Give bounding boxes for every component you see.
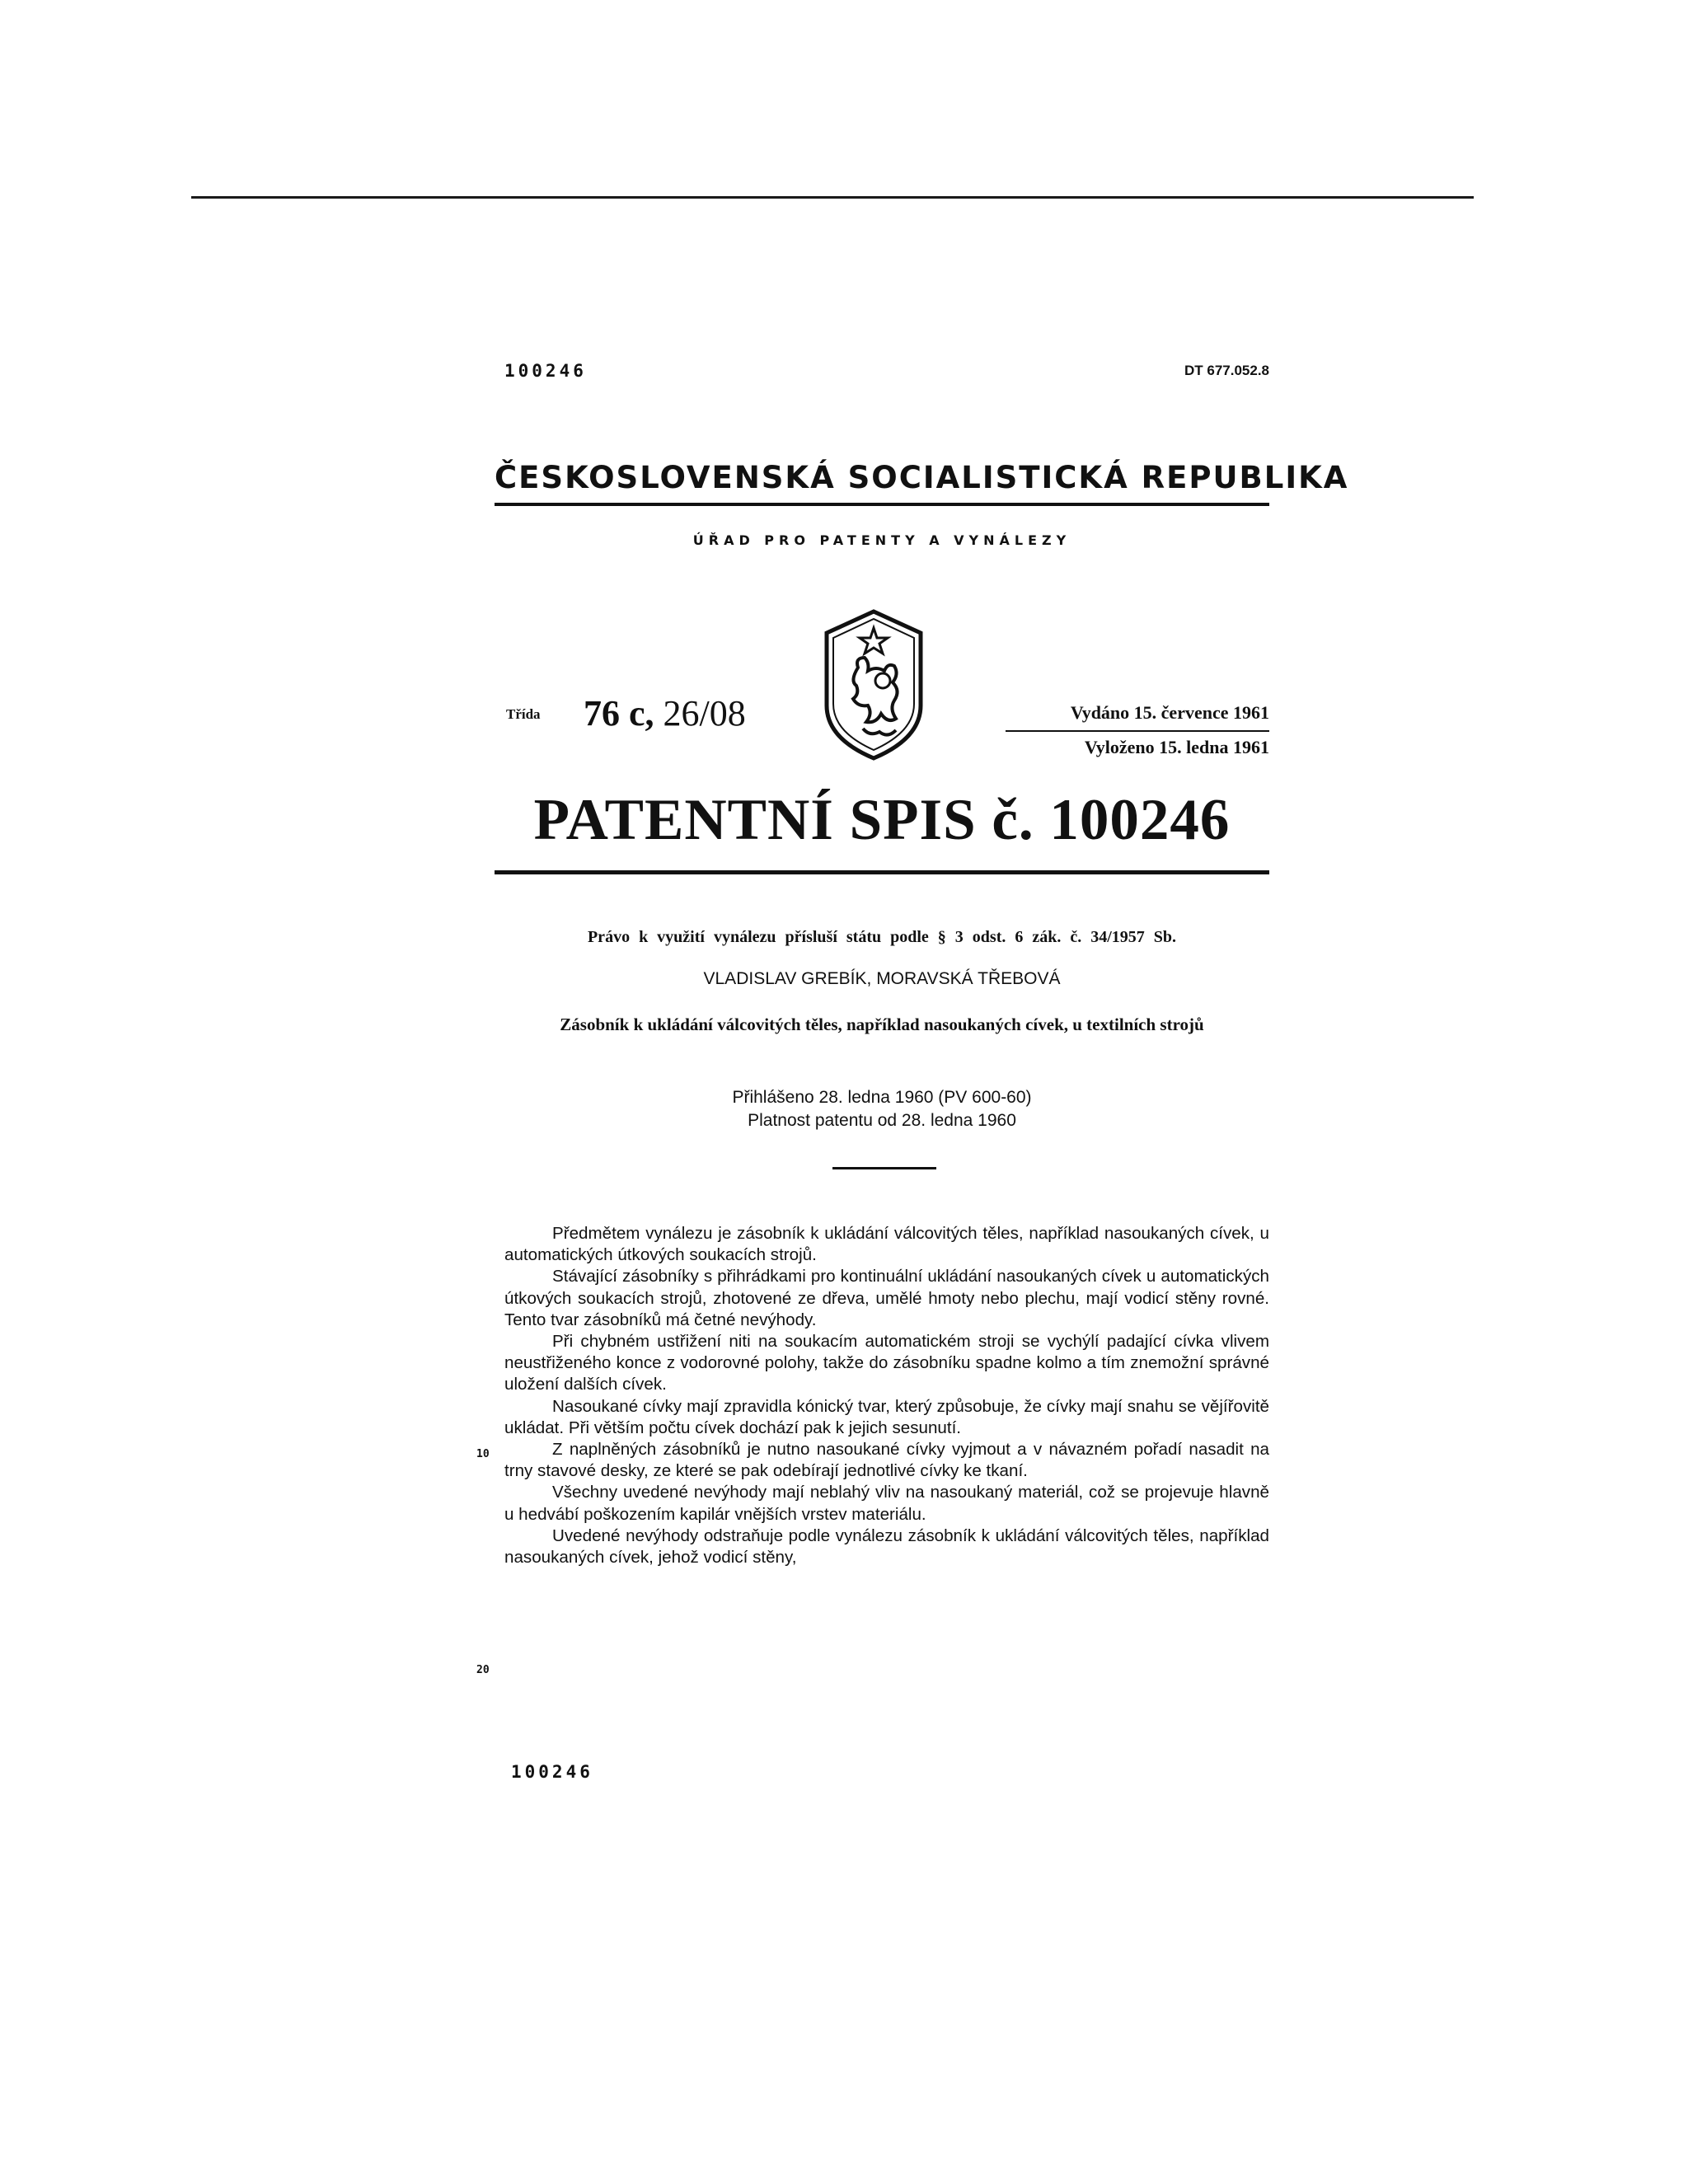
body-paragraph: Z naplněných zásobníků je nutno nasoukané cívky vyjmout a v návazném pořadí nasadit na trny stavové desky, ze které se pak odebírají jednotlivé cívky ke tkaní. [504,1440,1269,1481]
dates-rule [1006,730,1269,732]
footer-doc-number: 100246 [511,1762,593,1782]
validity-date: Platnost patentu od 28. ledna 1960 [748,1111,1016,1130]
inventor-name: VLADISLAV GREBÍK, MORAVSKÁ TŘEBOVÁ [703,969,1061,988]
body-paragraph: Při chybném ustřižení niti na soukacím automatickém stroji se vychýlí padající cívka vlivem neustřiženého konce z vodorovné polohy, takže do zásobníku spadne kolmo a tím znemožní správné uložení dalších cívek. [504,1332,1269,1394]
republic-heading: ČESKOSLOVENSKÁ SOCIALISTICKÁ REPUBLIKA [495,460,1349,495]
top-rule [191,196,1474,199]
rights-statement: Právo k využití vynálezu přísluší státu podle § 3 odst. 6 zák. č. 34/1957 Sb. [587,928,1177,946]
class-value-main: 76 c, [584,693,654,733]
invention-subject: Zásobník k ukládání válcovitých těles, například nasoukaných cívek, u textilních strojů [560,1015,1204,1034]
patent-title: PATENTNÍ SPIS č. 100246 [533,788,1231,852]
header-doc-number: 100246 [504,361,587,381]
filing-info [495,1086,1269,1132]
patent-page [476,346,1349,1813]
body-paragraph: Předmětem vynálezu je zásobník k ukládání válcovitých těles, například nasoukaných cívek, u automatických útkových soukacích strojů. [504,1224,1269,1265]
separator-rule [832,1167,936,1169]
filing-date: Přihlášeno 28. ledna 1960 (PV 600-60) [732,1088,1032,1107]
class-value-sub: 26/08 [654,693,746,733]
patent-body [476,1223,1269,1676]
class-label: Třída [506,706,541,722]
office-heading: ÚŘAD PRO PATENTY A VYNÁLEZY [692,532,1071,548]
class-value [584,692,746,734]
body-paragraph: Nasoukané cívky mají zpravidla kónický tvar, který způsobuje, že cívky mají snahu se vějířovitě ukládat. Při větším počtu cívek dochází pak k jejich sesunutí. [504,1396,1269,1437]
line-number-20: 20 [476,1664,490,1676]
issued-date: Vydáno 15. července 1961 [1070,702,1269,723]
line-number-10: 10 [476,1448,490,1460]
dt-code: DT 677.052.8 [1184,363,1269,378]
body-paragraph: Všechny uvedené nevýhody mají neblahý vliv na nasoukaný materiál, což se projevuje hlavně u hedvábí poškozením kapilár vnějších vrstev materiálu. [504,1483,1269,1524]
title-rule [495,870,1269,874]
body-paragraph: Stávající zásobníky s přihrádkami pro kontinuální ukládání nasoukaných cívek u automatických útkových soukacích strojů, zhotovené ze dřeva, umělé hmoty nebo plechu, mají vodicí stěny rovné. Tento tvar zásobníků má četné nevýhody. [504,1267,1269,1329]
heading-rule [495,503,1269,506]
state-emblem-icon [818,608,929,762]
body-paragraph: Uvedené nevýhody odstraňuje podle vynálezu zásobník k ukládání válcovitých těles, například nasoukaných cívek, jehož vodicí stěny, [504,1526,1269,1568]
laid-open-date: Vyloženo 15. ledna 1961 [1084,737,1269,757]
